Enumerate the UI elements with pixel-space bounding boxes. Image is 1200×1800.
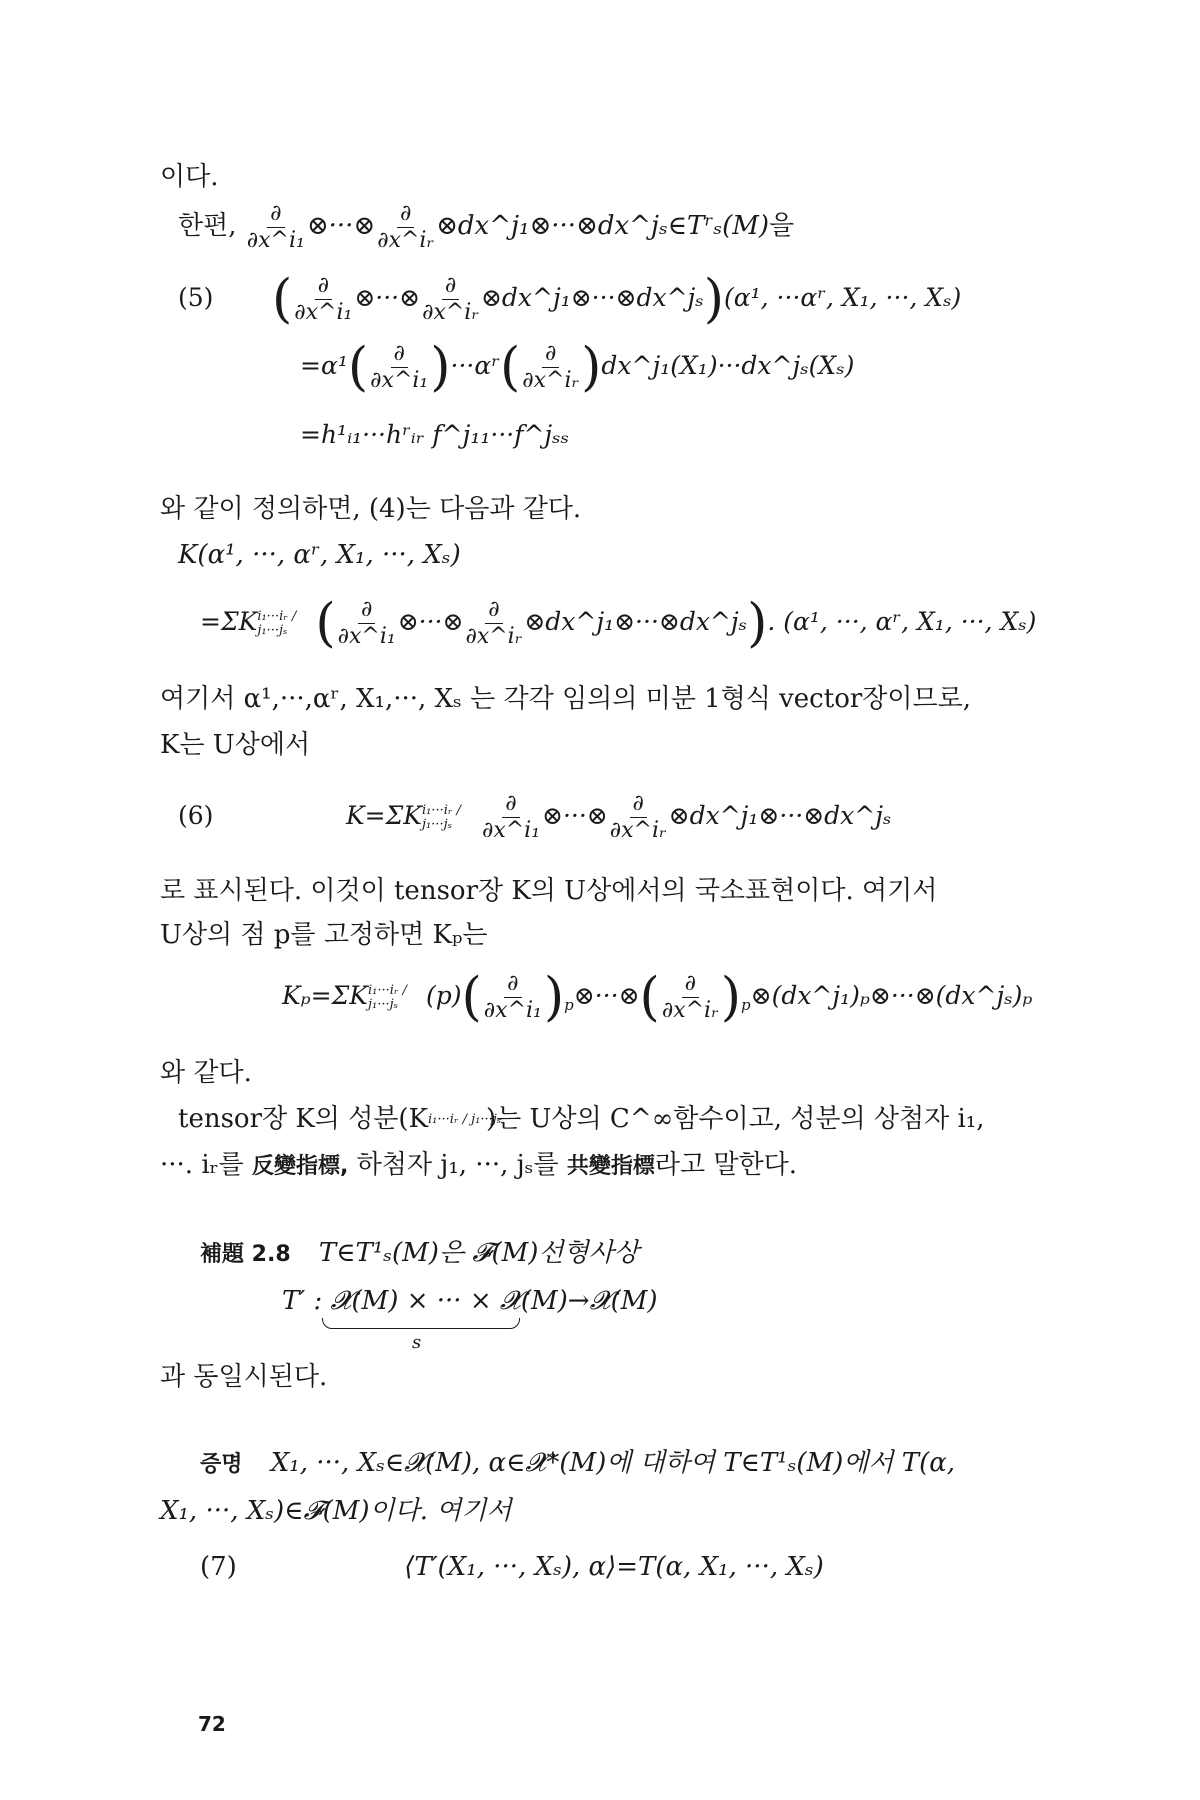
close-paren: ) xyxy=(581,337,602,398)
text-fragment: tensor장 K의 성분(K xyxy=(178,1104,428,1134)
text-line-with-math xyxy=(178,196,794,256)
proof-heading: 증명 xyxy=(200,1452,243,1477)
partial-fraction xyxy=(338,597,396,650)
math-indices: i₁···iᵣ / j₁···jₛ xyxy=(257,608,297,638)
text-line: 로 표시된다. 이것이 tensor장 K의 U상에서의 국소표현이다. 여기서 xyxy=(160,876,938,906)
text-fragment: 을 xyxy=(769,211,795,241)
equation-label: (6) xyxy=(178,801,214,830)
partial-fraction xyxy=(610,791,667,844)
term-covariant: 共變指標 xyxy=(566,1154,655,1179)
text-line: 와 같다. xyxy=(160,1058,252,1088)
fraction-numerator: ∂ xyxy=(682,971,699,998)
partial-fraction xyxy=(370,341,428,394)
partial-fraction xyxy=(662,971,719,1024)
close-paren: ) xyxy=(747,593,768,654)
equation-7: ⟨T′(X₁, ···, Xₛ), α⟩=T(α, X₁, ···, Xₛ) xyxy=(404,1552,824,1582)
partial-fraction xyxy=(482,791,540,844)
lemma-line xyxy=(200,1236,639,1272)
partial-fraction xyxy=(522,341,579,394)
fraction-numerator: ∂ xyxy=(542,341,559,368)
partial-fraction xyxy=(294,273,352,326)
equation-7-line xyxy=(200,1550,824,1584)
text-line: K(α¹, ···, αʳ, X₁, ···, Xₛ) xyxy=(178,540,461,570)
lemma-statement: T∈T¹ₛ(M)은 𝓕(M)선형사상 xyxy=(318,1238,639,1268)
fraction-numerator: ∂ xyxy=(630,791,647,818)
term-contravariant: 反變指標, xyxy=(252,1154,349,1179)
math-fragment: K=ΣK xyxy=(345,801,422,830)
fraction-numerator: ∂ xyxy=(485,597,502,624)
text-line: U상의 점 p를 고정하면 Kₚ는 xyxy=(160,920,488,950)
fraction-denominator: ∂x^iᵣ xyxy=(609,818,667,843)
text-fragment: 하첨자 j₁, ···, jₛ를 xyxy=(356,1150,559,1180)
equation-label: (7) xyxy=(200,1552,237,1582)
fraction-denominator: ∂x^i₁ xyxy=(246,227,305,253)
math-fragment: Kₚ=ΣK xyxy=(282,981,368,1010)
fraction-numerator: ∂ xyxy=(442,273,459,300)
fraction-denominator: ∂x^iᵣ xyxy=(465,624,523,649)
math-fragment: =h¹ᵢ₁···hʳᵢᵣ f^j₁₁···f^jₛₛ xyxy=(300,420,570,449)
equation-6 xyxy=(178,786,891,846)
text-fragment: ···. iᵣ를 xyxy=(160,1150,244,1180)
text-line-with-math xyxy=(160,1148,797,1184)
close-paren: ) xyxy=(703,269,724,330)
math-fragment: (p) xyxy=(425,981,462,1010)
open-paren: ( xyxy=(639,967,660,1028)
math-fragment: ⊗···⊗ xyxy=(306,211,376,241)
math-indices: i₁···iᵣ / j₁···jₛ xyxy=(367,982,407,1012)
fraction-denominator: ∂x^i₁ xyxy=(481,818,541,843)
fraction-denominator: ∂x^iᵣ xyxy=(661,998,719,1023)
close-paren: ) xyxy=(430,337,451,398)
fraction-numerator: ∂ xyxy=(397,201,414,228)
math-subscript: p xyxy=(564,996,574,1014)
open-paren: ( xyxy=(315,593,336,654)
text-fragment: 라고 말한다. xyxy=(654,1150,797,1180)
fraction-denominator: ∂x^i₁ xyxy=(294,300,353,325)
math-fragment: =ΣK xyxy=(200,607,258,636)
fraction-denominator: ∂x^i₁ xyxy=(337,624,396,649)
text-fragment: 한편, xyxy=(178,211,237,241)
fraction-denominator: ∂x^iᵣ xyxy=(522,368,580,393)
fraction-numerator: ∂ xyxy=(504,971,521,998)
fraction-numerator: ∂ xyxy=(358,597,375,624)
math-fragment: ⊗dx^j₁⊗···⊗dx^jₛ xyxy=(668,801,892,830)
math-fragment: ⊗···⊗ xyxy=(354,283,421,312)
partial-fraction xyxy=(484,971,542,1024)
math-fragment: ⊗(dx^j₁)ₚ⊗···⊗(dx^jₛ)ₚ xyxy=(750,981,1033,1010)
math-subscript: p xyxy=(741,996,751,1014)
math-fragment: ⊗dx^j₁⊗···⊗dx^jₛ xyxy=(524,607,748,636)
lemma-heading: 補題 2.8 xyxy=(200,1242,291,1267)
equation-5-row-1 xyxy=(178,268,961,328)
proof-text: X₁, ···, Xₛ)∈𝓕(M)이다. 여기서 xyxy=(160,1496,512,1526)
open-paren: ( xyxy=(271,269,293,330)
partial-fraction xyxy=(465,597,522,650)
fraction-denominator: ∂x^iᵣ xyxy=(377,227,435,253)
proof-text: X₁, ···, Xₛ∈𝓧(M), α∈𝓧*(M)에 대하여 T∈T¹ₛ(M)에서 T(α, xyxy=(270,1448,956,1478)
close-paren: ) xyxy=(543,967,565,1028)
fraction-denominator: ∂x^iᵣ xyxy=(422,300,479,325)
text-line-with-math xyxy=(178,1102,985,1136)
close-paren: ) xyxy=(720,967,742,1028)
text-line: 와 같이 정의하면, (4)는 다음과 같다. xyxy=(160,494,582,524)
fraction-numerator: ∂ xyxy=(315,273,332,300)
partial-fraction xyxy=(377,201,434,254)
equation-Kp xyxy=(282,966,1032,1035)
open-paren: ( xyxy=(499,337,521,398)
underbrace-label: s xyxy=(412,1332,422,1353)
equation-label: (5) xyxy=(178,283,214,312)
equation-5-row-3 xyxy=(300,420,569,449)
page-number: 72 xyxy=(198,1712,226,1736)
partial-fraction xyxy=(247,201,305,254)
text-line: 이다. xyxy=(160,162,219,192)
open-paren: ( xyxy=(461,967,482,1028)
fraction-numerator: ∂ xyxy=(267,201,284,228)
math-fragment: . (α¹, ···, αʳ, X₁, ···, Xₛ) xyxy=(767,607,1037,636)
text-fragment: )는 U상의 C^∞함수이고, 성분의 상첨자 i₁, xyxy=(486,1104,985,1134)
equation-K-expansion xyxy=(200,592,1036,652)
math-fragment: =α¹ xyxy=(300,351,348,380)
math-fragment: (α¹, ···αʳ, X₁, ···, Xₛ) xyxy=(724,283,962,312)
fraction-numerator: ∂ xyxy=(391,341,408,368)
proof-line xyxy=(200,1446,955,1482)
text-line: K는 U상에서 xyxy=(160,730,311,760)
math-fragment: ⊗dx^j₁⊗···⊗dx^jₛ∈Tʳₛ(M) xyxy=(436,211,770,241)
math-fragment: ⊗···⊗ xyxy=(397,607,464,636)
math-fragment: ⊗dx^j₁⊗···⊗dx^jₛ xyxy=(480,283,704,312)
fraction-denominator: ∂x^i₁ xyxy=(370,368,429,393)
math-fragment: ···αʳ xyxy=(450,351,500,380)
text-line: 과 동일시된다. xyxy=(160,1362,328,1392)
math-indices: i₁···iᵣ / j₁···jₛ xyxy=(428,1112,502,1127)
math-fragment: ⊗···⊗ xyxy=(573,981,640,1010)
equation-5-row-2 xyxy=(300,336,854,396)
math-fragment: dx^j₁(X₁)···dx^jₛ(Xₛ) xyxy=(601,351,855,380)
text-line: 여기서 α¹,···,αʳ, X₁,···, Xₛ 는 각각 임의의 미분 1형식 vector장이므로, xyxy=(160,684,972,714)
lemma-mapping: T′ : 𝓧(M) × ··· × 𝓧(M)→𝓧(M) xyxy=(282,1286,658,1316)
math-indices: i₁···iᵣ / j₁···jₛ xyxy=(421,802,461,832)
open-paren: ( xyxy=(347,337,369,398)
math-fragment: ⊗···⊗ xyxy=(542,801,608,830)
fraction-numerator: ∂ xyxy=(502,791,519,818)
partial-fraction xyxy=(422,273,479,326)
fraction-denominator: ∂x^i₁ xyxy=(483,998,542,1023)
